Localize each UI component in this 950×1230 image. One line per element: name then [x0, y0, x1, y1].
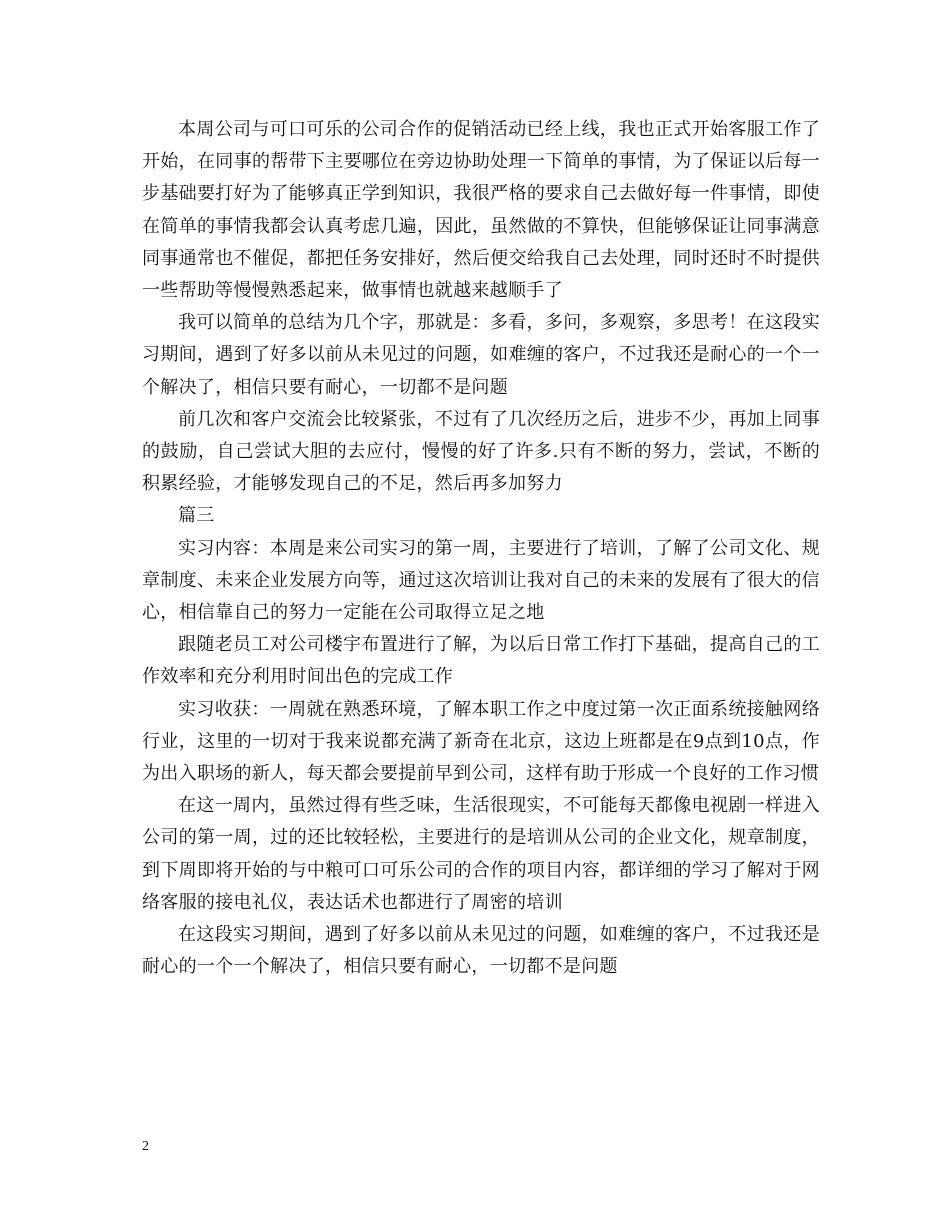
paragraph-6: 实习收获：一周就在熟悉环境，了解本职工作之中度过第一次正面系统接触网络行业，这里的一切对于我来说都充满了新奇在北京，这边上班都是在9点到10点，作为出入职场的新人，每天都会要提前早到公司，这样有助于形成一个良好的工作习惯 — [142, 698, 820, 785]
section-heading: 篇三 — [178, 505, 215, 527]
paragraph-8: 在这段实习期间，遇到了好多以前从未见过的问题，如难缠的客户，不过我还是耐心的一个一个解决了，相信只要有耐心，一切都不是问题 — [142, 924, 820, 978]
paragraph-3: 前几次和客户交流会比较紧张，不过有了几次经历之后，进步不少，再加上同事的鼓励，自己尝试大胆的去应付，慢慢的好了许多.只有不断的努力，尝试，不断的积累经验，才能够发现自己的不足，然后再多加努力 — [142, 408, 820, 495]
paragraph-1: 本周公司与可口可乐的公司合作的促销活动已经上线，我也正式开始客服工作了开始，在同事的帮带下主要哪位在旁边协助处理一下简单的事情，为了保证以后每一步基础要打好为了能够真正学到知识，我很严格的要求自己去做好每一件事情，即使在简单的事情我都会认真考虑几遍，因此，虽然做的不算快，但能够保证让同事满意同事通常也不催促，都把任务安排好，然后便交给我自己去处理，同时还时不时提供一些帮助等慢慢熟悉起来，做事情也就越来越顺手了 — [142, 119, 820, 302]
paragraph-7: 在这一周内，虽然过得有些乏味，生活很现实，不可能每天都像电视剧一样进入公司的第一周，过的还比较轻松，主要进行的是培训从公司的企业文化，规章制度，到下周即将开始的与中粮可口可乐公司的合作的项目内容，都详细的学习了解对于网络客服的接电礼仪，表达话术也都进行了周密的培训 — [142, 795, 820, 913]
document-body — [142, 114, 820, 983]
paragraph-5: 跟随老员工对公司楼宇布置进行了解，为以后日常工作打下基础，提高自己的工作效率和充分利用时间出色的完成工作 — [142, 634, 820, 688]
paragraph-4: 实习内容：本周是来公司实习的第一周，主要进行了培训，了解了公司文化、规章制度、未来企业发展方向等，通过这次培训让我对自己的未来的发展有了很大的信心，相信靠自己的努力一定能在公司取得立足之地 — [142, 537, 820, 624]
page-number: 2 — [142, 1139, 149, 1154]
paragraph-2: 我可以简单的总结为几个字，那就是：多看，多问，多观察，多思考！在这段实习期间，遇到了好多以前从未见过的问题，如难缠的客户，不过我还是耐心的一个一个解决了，相信只要有耐心，一切都不是问题 — [142, 312, 820, 398]
